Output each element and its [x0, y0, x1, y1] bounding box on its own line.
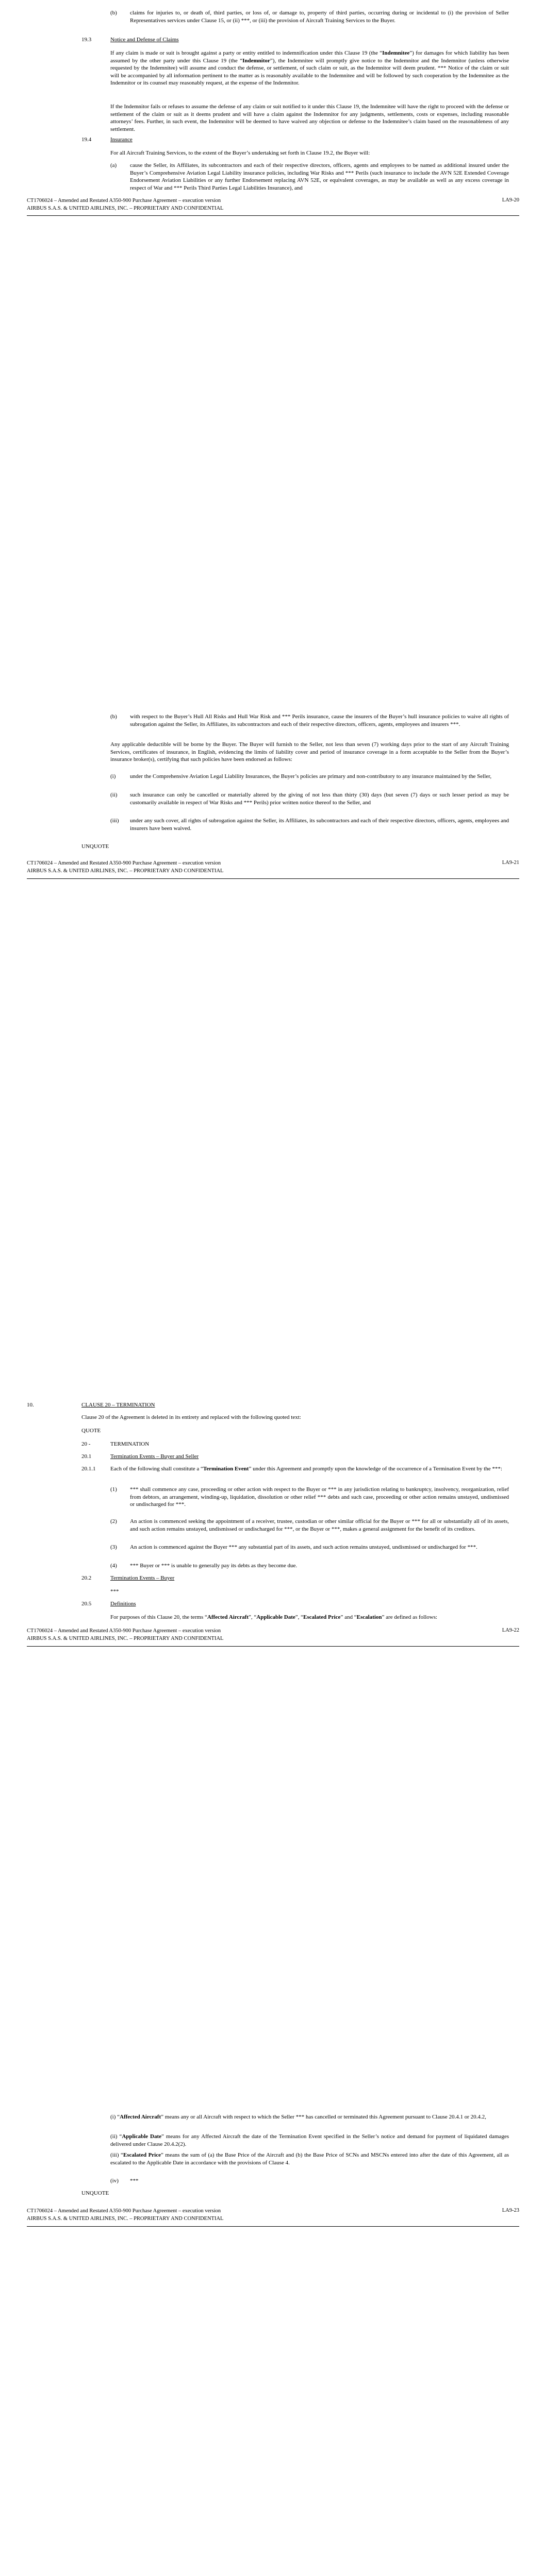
item-10-number: 10.: [27, 1402, 34, 1408]
list-3-text: An action is commenced against the Buyer *** any substantial part of its assets, and such action remains unstayed, undismissed or undischarged for ***.: [130, 1544, 477, 1550]
footer-line-2: AIRBUS S.A.S. & UNITED AIRLINES, INC. – PROPRIETARY AND CONFIDENTIAL: [27, 1636, 224, 1642]
item-b-text: claims for injuries to, or death of, third parties, or loss of, or damage to, property of third parties, occurring during or incidental to (i) the provision of Seller Representatives services under Clause 15, or (ii) ***, or (iii) the provision of Aircraft Training Services to the Buyer.: [130, 10, 509, 24]
item-iii-label: (iii): [110, 818, 119, 824]
list-2-text: An action is commenced seeking the appointment of a receiver, trustee, custodian or other similar official for the Buyer or *** for all or substantially all of its assets, and such action remains unstayed, undismissed or undischarged for ***, or the Buyer or ***, makes a general assignment for the benefit of its creditors.: [130, 1518, 509, 1532]
footer-line-1: CT1706024 – Amended and Restated A350-900 Purchase Agreement – execution version: [27, 198, 221, 204]
page-2-number: LA9-21: [502, 860, 519, 866]
footer-line-2: AIRBUS S.A.S. & UNITED AIRLINES, INC. – PROPRIETARY AND CONFIDENTIAL: [27, 206, 224, 212]
list-1-text: *** shall commence any case, proceeding or other action with respect to the Buyer or *** in any jurisdiction relating to bankruptcy, insolvency, reorganization, relief from debtors, an arrangement, winding-up, liquidation, dissolution or other relief *** debts and such case, proceeding or other action remains unstayed, undismissed or undischarged for ***.: [130, 1486, 509, 1508]
section-20-1-title: Termination Events – Buyer and Seller: [110, 1453, 199, 1460]
section-19-4-intro: For all Aircraft Training Services, to the extent of the Buyer’s undertaking set forth in Clause 19.2, the Buyer will:: [110, 150, 370, 156]
item-ii-text: such insurance can only be cancelled or materially altered by the giving of not less than thirty (30) days (but seven (7) days or such lesser period as may be customarily available in respect of War Risks and *** Perils) prior written notice thereof to the Seller, and: [130, 792, 509, 806]
item-i-label: (i): [110, 773, 116, 779]
footer-line-2: AIRBUS S.A.S. & UNITED AIRLINES, INC. – PROPRIETARY AND CONFIDENTIAL: [27, 868, 224, 874]
section-20-1-number: 20.1: [81, 1453, 92, 1460]
list-1-label: (1): [110, 1486, 117, 1493]
section-19-4-a-label: (a): [110, 162, 117, 168]
page-4-footer: [27, 2207, 223, 2223]
quote-label: QUOTE: [81, 1428, 101, 1434]
page-1-footer: [27, 197, 223, 212]
section-19-3-paragraph-2: If the Indemnitor fails or refuses to assume the defense of any claim or suit notified to it under this Clause 19, the Indemnitee will have the right to proceed with the defense or settlement of the claim or suit as it deems prudent and will have a claim against the Indemnitor for any judgments, settlements, costs or expenses, including reasonable attorneys’ fees. Further, in such event, the Indemnitor will be deemed to have waived any objection or defense to the Indemnitee’s claim based on the reasonableness of any settlement.: [110, 104, 509, 132]
page-2-footer: [27, 859, 223, 875]
item-iv-label: (iv): [110, 2178, 119, 2184]
item-iv-text: ***: [130, 2178, 139, 2184]
list-2-label: (2): [110, 1518, 117, 1524]
section-19-3-paragraph-1: If any claim is made or suit is brought against a party or entity entitled to indemnification under this Clause 19 (the “Indemnitee”) for damages for which liability has been assumed by the other party under this Clause 19 (the “Indemnitor”), the Indemnitee will promptly give notice to the Indemnitor and the Indemnitor (unless otherwise requested by the Indemnitee) will assume and conduct the defense, or settlement, of such claim or suit, as the Indemnitor will deem prudent. *** Notice of the claim or suit will be accompanied by all information pertinent to the matter as is reasonably available to the Indemnitee and will be followed by such cooperation by the Indemnitee as the Indemnitor or its counsel may reasonably request, at the expense of the Indemnitor.: [110, 50, 509, 87]
section-19-4-a-text: cause the Seller, its Affiliates, its subcontractors and each of their respective directors, officers, agents and employees to be named as additional insured under the Buyer’s Comprehensive Aviation Legal Liability insurance policies, including War Risks and *** Perils (such insurance to include the AVN 52E Extended Coverage Endorsement Aviation Liabilities or any further Endorsement replacing AVN 52E, or equivalent coverages, as may be available as well as any excess coverage in respect of War and *** Perils Third Parties Legal Liabilities Insurance), and: [130, 162, 509, 191]
section-20-2-number: 20.2: [81, 1575, 92, 1581]
clause-20-intro: Clause 20 of the Agreement is deleted in its entirety and replaced with the following quoted text:: [81, 1414, 301, 1420]
section-20-2-title: Termination Events – Buyer: [110, 1575, 175, 1581]
list-3-label: (3): [110, 1544, 117, 1550]
section-19-4-number: 19.4: [81, 137, 92, 143]
list-4-text: *** Buyer or *** is unable to generally pay its debts as they become due.: [130, 1563, 298, 1569]
footer-line-1: CT1706024 – Amended and Restated A350-900 Purchase Agreement – execution version: [27, 860, 221, 866]
footer-line-2: AIRBUS S.A.S. & UNITED AIRLINES, INC. – PROPRIETARY AND CONFIDENTIAL: [27, 2216, 224, 2222]
page-4-footer-rule: [27, 2226, 519, 2227]
item-iii-text: under any such cover, all rights of subrogation against the Seller, its Affiliates, its subcontractors and each of their respective directors, officers, agents, employees and insurers have been waived.: [130, 818, 509, 832]
page-3-footer: [27, 1627, 223, 1642]
definition-escalated-price: (iii) “Escalated Price” means the sum of (a) the Base Price of the Aircraft and (b) the Base Price of SCNs and MSCNs entered into after the date of this Agreement, all as escalated to the Applicable Date in accordance with the provisions of Clause 4.: [110, 2152, 509, 2166]
clause-20-heading: CLAUSE 20 – TERMINATION: [81, 1402, 155, 1408]
definition-applicable-date: (ii) “Applicable Date” means for any Affected Aircraft the date of the Termination Event specified in the Seller’s notice and demand for payment of liquidated damages delivered under Clause 20.4.2(2).: [110, 2133, 509, 2147]
page-1-number: LA9-20: [502, 197, 519, 203]
page-1-footer-rule: [27, 215, 519, 216]
section-20-number: 20 -: [81, 1441, 91, 1447]
section-20-5-title: Definitions: [110, 1601, 136, 1607]
item-b-label: (b): [110, 714, 117, 720]
page-2-footer-rule: [27, 878, 519, 879]
section-20-title: TERMINATION: [110, 1441, 150, 1447]
section-19-4-title: Insurance: [110, 137, 133, 143]
footer-line-1: CT1706024 – Amended and Restated A350-900 Purchase Agreement – execution version: [27, 1628, 221, 1634]
definition-affected-aircraft: (i) “Affected Aircraft” means any or all Aircraft with respect to which the Seller *** has cancelled or terminated this Agreement pursuant to Clause 20.4.1 or 20.4.2,: [110, 2114, 486, 2120]
item-b-label: (b): [110, 10, 117, 16]
page-3-number: LA9-22: [502, 1628, 519, 1633]
footer-line-1: CT1706024 – Amended and Restated A350-900 Purchase Agreement – execution version: [27, 2208, 221, 2214]
section-20-5-number: 20.5: [81, 1601, 92, 1607]
list-4-label: (4): [110, 1563, 117, 1569]
section-20-2-text: ***: [110, 1588, 119, 1595]
section-20-1-1-text: Each of the following shall constitute a “Termination Event” under this Agreement and promptly upon the knowledge of the occurrence of a Termination Event by the ***:: [110, 1466, 502, 1472]
section-20-5-text: For purposes of this Clause 20, the terms “Affected Aircraft”, “Applicable Date”, “Escalated Price” and “Escalation” are defined as follows:: [110, 1614, 438, 1620]
unquote-label: UNQUOTE: [81, 2190, 109, 2196]
section-19-3-title: Notice and Defense of Claims: [110, 37, 179, 43]
page-4-number: LA9-23: [502, 2208, 519, 2213]
unquote-label: UNQUOTE: [81, 843, 109, 850]
item-b-text: with respect to the Buyer’s Hull All Risks and Hull War Risk and *** Perils insurance, cause the insurers of the Buyer’s hull insurance policies to waive all rights of subrogation against the Seller, its Affiliates, its subcontractors and each of their respective directors, officers, agents, employees and insurers ***.: [130, 714, 509, 727]
section-19-3-number: 19.3: [81, 37, 92, 43]
item-i-text: under the Comprehensive Aviation Legal Liability Insurances, the Buyer’s policies are primary and non-contributory to any insurance maintained by the Seller,: [130, 773, 492, 779]
insurance-paragraph: Any applicable deductible will be borne by the Buyer. The Buyer will furnish to the Seller, not less than seven (7) working days prior to the start of any Aircraft Training Services, certificates of insurance, in English, evidencing the limits of liability cover and period of insurance coverage in a form acceptable to the Seller from the Buyer’s insurance broker(s), certifying that such policies have been endorsed as follows:: [110, 741, 509, 763]
item-ii-label: (ii): [110, 792, 118, 798]
page-3-footer-rule: [27, 1646, 519, 1647]
section-20-1-1-number: 20.1.1: [81, 1466, 96, 1472]
